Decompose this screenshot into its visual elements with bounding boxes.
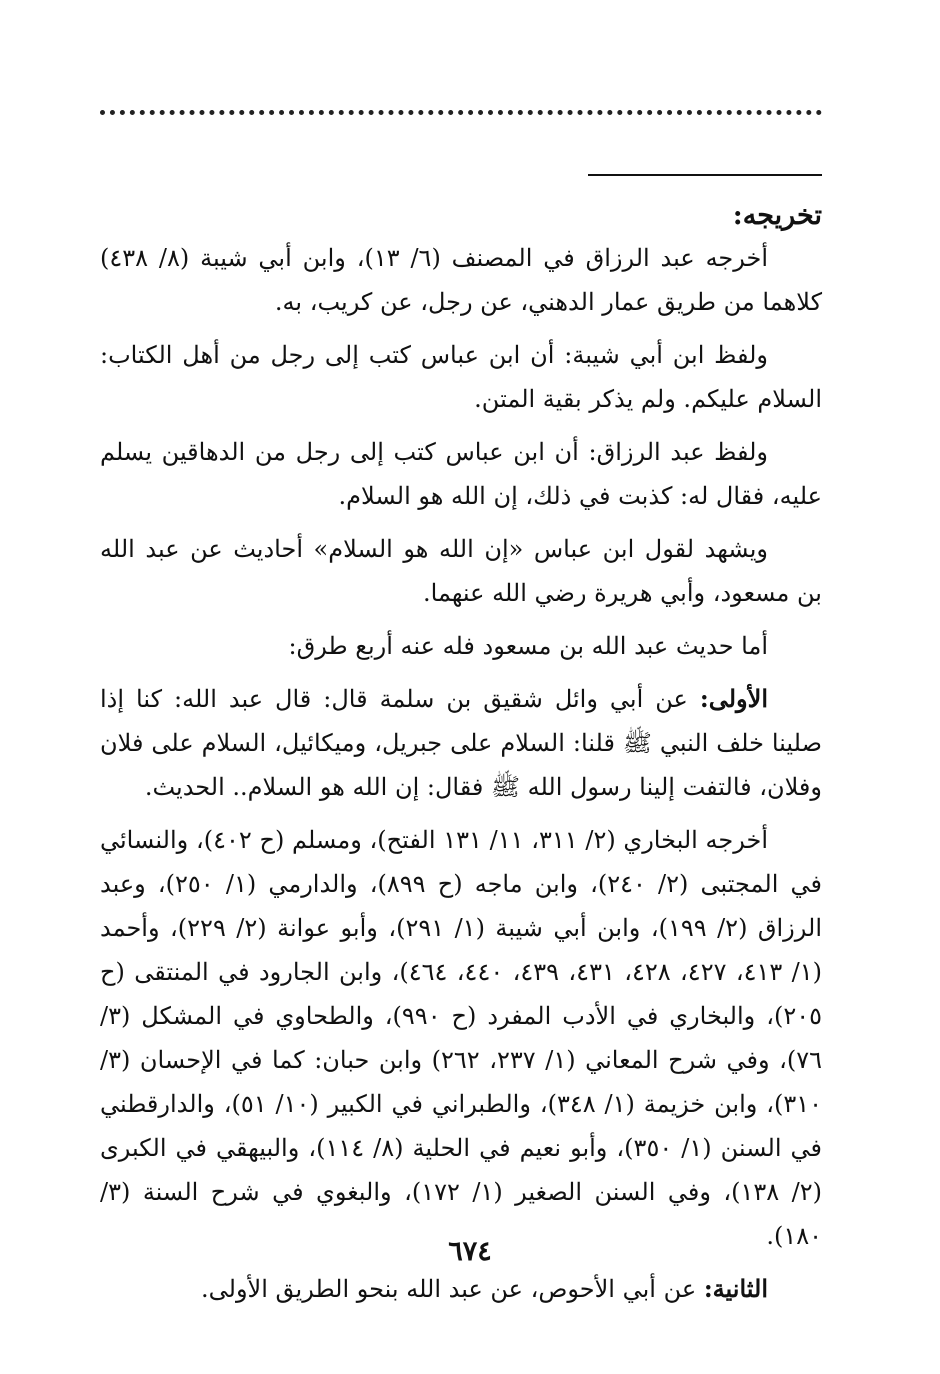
paragraph-5: أما حديث عبد الله بن مسعود فله عنه أربع طرق:	[288, 632, 768, 660]
footnote-rule	[588, 174, 822, 176]
section-heading: تخريجه:	[732, 200, 822, 231]
page-number: ٦٧٤	[448, 1236, 492, 1267]
paragraph-7: أخرجه البخاري (٢/ ٣١١، ١١/ ١٣١ الفتح)، ومسلم (ح ٤٠٢)، والنسائي في المجتبى (٢/ ٢٤٠)، وابن ماجه (ح ٨٩٩)، والدارمي (١/ ٢٥٠)، وعبد الرزاق (٢/ ١٩٩)، وابن أبي شيبة (١/ ٢٩١)، وأبو عوانة (٢/ ٢٢٩)، وأحمد (١/ ٤١٣، ٤٢٧، ٤٢٨، ٤٣١، ٤٣٩، ٤٤٠، ٤٦٤)، وابن الجارود في المنتقى (ح ٢٠٥)، والبخاري في الأدب المفرد (ح ٩٩٠)، والطحاوي في المشكل (٣/ ٧٦)، وفي شرح المعاني (١/ ٢٣٧، ٢٦٢) وابن حبان: كما في الإحسان (٣/ ٣١٠)، وابن خزيمة (١/ ٣٤٨)، والطبراني في الكبير (١٠/ ٥١)، والدارقطني في السنن (١/ ٣٥٠)، وأبو نعيم في الحلية (٨/ ١١٤)، والبيهقي في الكبرى (٢/ ١٣٨)، وفي السنن الصغير (١/ ١٧٢)، والبغوي في شرح السنة (٣/ ١٨٠).	[100, 826, 823, 1250]
paragraph-8: الثانية: عن أبي الأحوص، عن عبد الله بنحو الطريق الأولى.	[201, 1274, 768, 1303]
paragraph-2: ولفظ ابن أبي شيبة: أن ابن عباس كتب إلى رجل من أهل الكتاب: السلام عليكم. ولم يذكر بقية المتن.	[100, 341, 822, 413]
paragraph-3: ولفظ عبد الرزاق: أن ابن عباس كتب إلى رجل من الدهاقين يسلم عليه، فقال له: كذبت في ذلك، إن الله هو السلام.	[100, 438, 822, 510]
dotted-separator	[100, 110, 822, 115]
paragraph-6: الأولى: عن أبي وائل شقيق بن سلمة قال: قال عبد الله: كنا إذا صلينا خلف النبي ﷺ قلنا: السلام على جبريل، وميكائيل، السلام على فلان وفلان، فالتفت إلينا رسول الله ﷺ فقال: إن الله هو السلام.. الحديث.	[100, 684, 822, 801]
paragraph-4: ويشهد لقول ابن عباس «إن الله هو السلام» أحاديث عن عبد الله بن مسعود، وأبي هريرة رضي الله عنهما.	[100, 535, 822, 607]
main-text	[100, 196, 822, 1320]
paragraph-1: أخرجه عبد الرزاق في المصنف (٦/ ١٣)، وابن أبي شيبة (٨/ ٤٣٨) كلاهما من طريق عمار الدهني، عن رجل، عن كريب، به.	[100, 244, 822, 316]
